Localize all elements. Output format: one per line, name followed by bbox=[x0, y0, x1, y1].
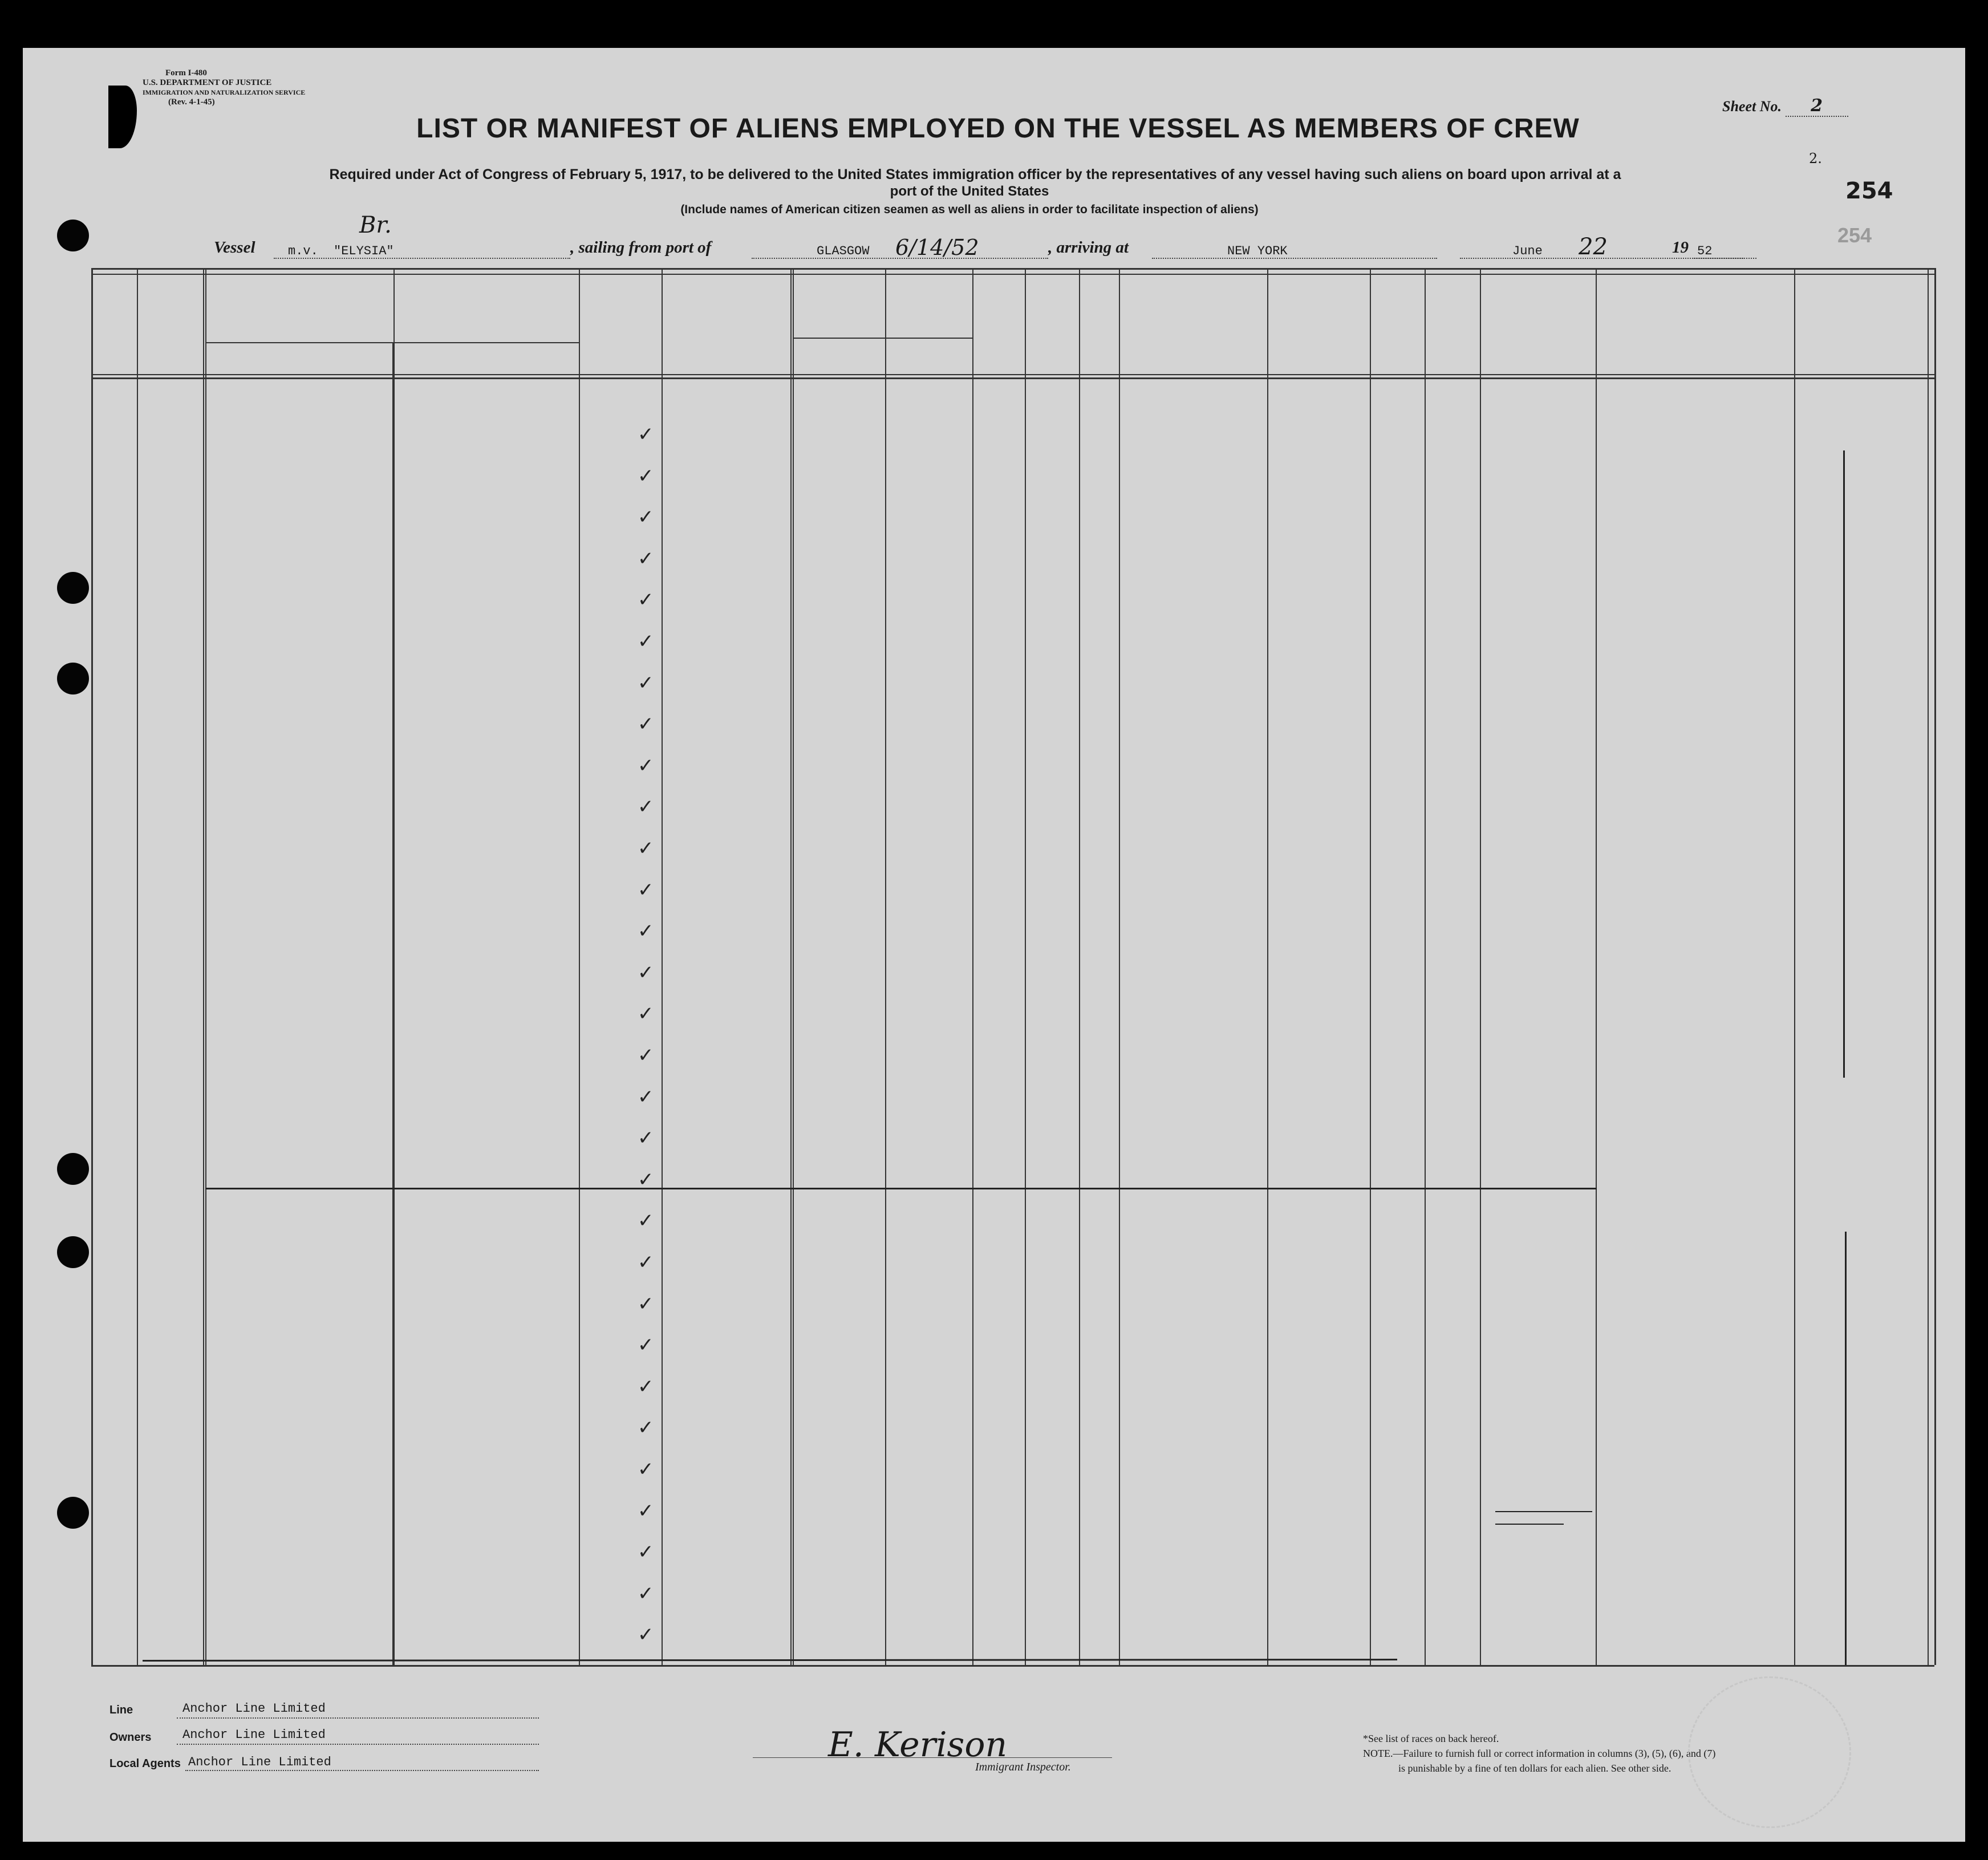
column-divider bbox=[972, 268, 973, 1665]
check-mark: ✓ bbox=[638, 630, 654, 653]
check-mark: ✓ bbox=[638, 1127, 654, 1150]
check-mark: ✓ bbox=[638, 837, 654, 860]
form-revision: (Rev. 4-1-45) bbox=[168, 98, 215, 107]
check-mark: ✓ bbox=[638, 1292, 654, 1315]
name-subdivider bbox=[392, 342, 393, 1665]
table-header-bottom-inner bbox=[91, 374, 1934, 375]
check-mark: ✓ bbox=[638, 1541, 654, 1564]
sheet-mark: 2. bbox=[1809, 151, 1822, 166]
check-mark: ✓ bbox=[638, 1168, 654, 1191]
form-service: IMMIGRATION AND NATURALIZATION SERVICE bbox=[143, 88, 306, 96]
footer-owners-value: Anchor Line Limited bbox=[182, 1728, 326, 1742]
footer-note-races: *See list of races on back hereof. bbox=[1363, 1733, 1499, 1744]
footer-owners-label: Owners bbox=[109, 1731, 152, 1744]
table-top-border-inner bbox=[91, 274, 1934, 275]
table-bottom-border bbox=[91, 1665, 1934, 1667]
strikethrough-row-19 bbox=[205, 1188, 1597, 1189]
column-divider bbox=[1596, 268, 1597, 1665]
check-mark: ✓ bbox=[638, 1582, 654, 1605]
arrival-month: June bbox=[1512, 244, 1543, 258]
check-mark: ✓ bbox=[638, 1334, 654, 1357]
vessel-label: Vessel bbox=[214, 238, 255, 257]
subtitle-line-1: Required under Act of Congress of February 5, 1917, to be delivered to the United States immigration officer by the representatives of any vessel having such aliens on board upon arrival at a bbox=[329, 166, 1621, 182]
check-mark: ✓ bbox=[638, 713, 654, 736]
column-divider bbox=[137, 268, 138, 1665]
action-pen-line bbox=[1843, 450, 1845, 1078]
column-divider bbox=[1119, 268, 1120, 1665]
vessel-prefix: m.v. bbox=[288, 244, 318, 258]
check-mark: ✓ bbox=[638, 1416, 654, 1440]
footer-note-2: is punishable by a fine of ten dollars for each alien. See other side. bbox=[1398, 1762, 1671, 1774]
sheet-value: 2 bbox=[1786, 96, 1848, 117]
check-mark: ✓ bbox=[638, 1002, 654, 1026]
signature-underline bbox=[753, 1757, 1112, 1758]
footer-owners-underline bbox=[177, 1744, 539, 1745]
column-divider bbox=[205, 268, 206, 1665]
check-mark: ✓ bbox=[638, 1499, 654, 1522]
footer-line-underline bbox=[177, 1717, 539, 1719]
page-title: LIST OR MANIFEST OF ALIENS EMPLOYED ON THE VESSEL AS MEMBERS OF CREW bbox=[416, 113, 1580, 144]
column-divider bbox=[1370, 268, 1371, 1665]
check-mark: ✓ bbox=[638, 423, 654, 446]
form-dept: U.S. DEPARTMENT OF JUSTICE bbox=[143, 78, 272, 87]
action-pen-line-2 bbox=[1845, 1232, 1847, 1665]
check-mark: ✓ bbox=[638, 506, 654, 529]
table-right-border bbox=[1934, 268, 1936, 1665]
column-divider bbox=[790, 268, 792, 1665]
column-divider bbox=[1025, 268, 1026, 1665]
inspector-label: Immigrant Inspector. bbox=[975, 1761, 1071, 1773]
subtitle-line-3: (Include names of American citizen seamen as well as aliens in order to facilitate inspection of aliens) bbox=[680, 203, 1259, 216]
vessel-name: "ELYSIA" bbox=[334, 244, 394, 258]
strikethrough-marks-27b bbox=[1495, 1524, 1564, 1525]
end-of-list-line bbox=[143, 1659, 1397, 1662]
table-left-border bbox=[91, 268, 93, 1665]
check-mark: ✓ bbox=[638, 1251, 654, 1274]
inspector-signature: E. Kerison bbox=[828, 1725, 1008, 1765]
year-prefix: 19 bbox=[1672, 238, 1689, 257]
check-mark: ✓ bbox=[638, 588, 654, 612]
arrival-day: 22 bbox=[1579, 234, 1608, 260]
column-divider bbox=[1928, 268, 1929, 1665]
check-mark: ✓ bbox=[638, 1375, 654, 1398]
form-number: Form I-480 bbox=[165, 68, 207, 78]
faded-seal-stamp bbox=[1688, 1676, 1851, 1828]
check-mark: ✓ bbox=[638, 795, 654, 819]
footer-agents-underline bbox=[185, 1770, 539, 1771]
column-divider bbox=[1267, 268, 1268, 1665]
check-mark: ✓ bbox=[638, 547, 654, 570]
column-divider bbox=[1480, 268, 1481, 1665]
footer-line-label: Line bbox=[109, 1704, 133, 1716]
year-suffix: 52 bbox=[1697, 244, 1713, 258]
subtitle-line-2: port of the United States bbox=[890, 184, 1049, 199]
arriving-port: NEW YORK bbox=[1227, 244, 1288, 258]
stamp-number: 254 bbox=[1845, 178, 1893, 204]
column-divider bbox=[393, 268, 395, 1665]
sheet-label: Sheet No. bbox=[1722, 98, 1782, 115]
sailing-port: GLASGOW bbox=[817, 244, 870, 258]
footer-note-1: NOTE.—Failure to furnish full or correct information in columns (3), (5), (6), and (7) bbox=[1363, 1748, 1716, 1759]
footer-agents-label: Local Agents bbox=[109, 1757, 181, 1770]
strikethrough-marks-27 bbox=[1495, 1511, 1592, 1512]
column-divider bbox=[793, 268, 794, 1665]
check-mark: ✓ bbox=[638, 1085, 654, 1108]
footer-line-value: Anchor Line Limited bbox=[182, 1701, 326, 1716]
column-divider bbox=[579, 268, 580, 1665]
footer-agents-value: Anchor Line Limited bbox=[188, 1755, 331, 1769]
check-mark: ✓ bbox=[638, 464, 654, 488]
column-divider bbox=[1425, 268, 1426, 1665]
name-subheader-line bbox=[205, 342, 579, 343]
arriving-label: , arriving at bbox=[1048, 238, 1129, 257]
check-mark: ✓ bbox=[638, 671, 654, 695]
check-mark: ✓ bbox=[638, 878, 654, 901]
column-divider bbox=[662, 268, 663, 1665]
sailing-label: , sailing from port of bbox=[570, 238, 712, 257]
column-divider bbox=[1079, 268, 1080, 1665]
sailing-date-handwritten: 6/14/52 bbox=[895, 235, 979, 260]
vessel-flag-handwritten: Br. bbox=[359, 212, 392, 238]
check-mark: ✓ bbox=[638, 1044, 654, 1067]
table-header-bottom bbox=[91, 377, 1934, 379]
check-mark: ✓ bbox=[638, 961, 654, 984]
check-mark: ✓ bbox=[638, 1623, 654, 1647]
shipped-subdivider bbox=[885, 268, 886, 1665]
shipped-subheader-line bbox=[793, 338, 972, 339]
check-mark: ✓ bbox=[638, 754, 654, 777]
check-mark: ✓ bbox=[638, 1209, 654, 1233]
table-top-border bbox=[91, 268, 1934, 270]
column-divider bbox=[1794, 268, 1795, 1665]
stamp-number-faded: 254 bbox=[1837, 224, 1872, 247]
column-divider bbox=[203, 268, 204, 1665]
check-mark: ✓ bbox=[638, 920, 654, 943]
check-mark: ✓ bbox=[638, 1458, 654, 1481]
